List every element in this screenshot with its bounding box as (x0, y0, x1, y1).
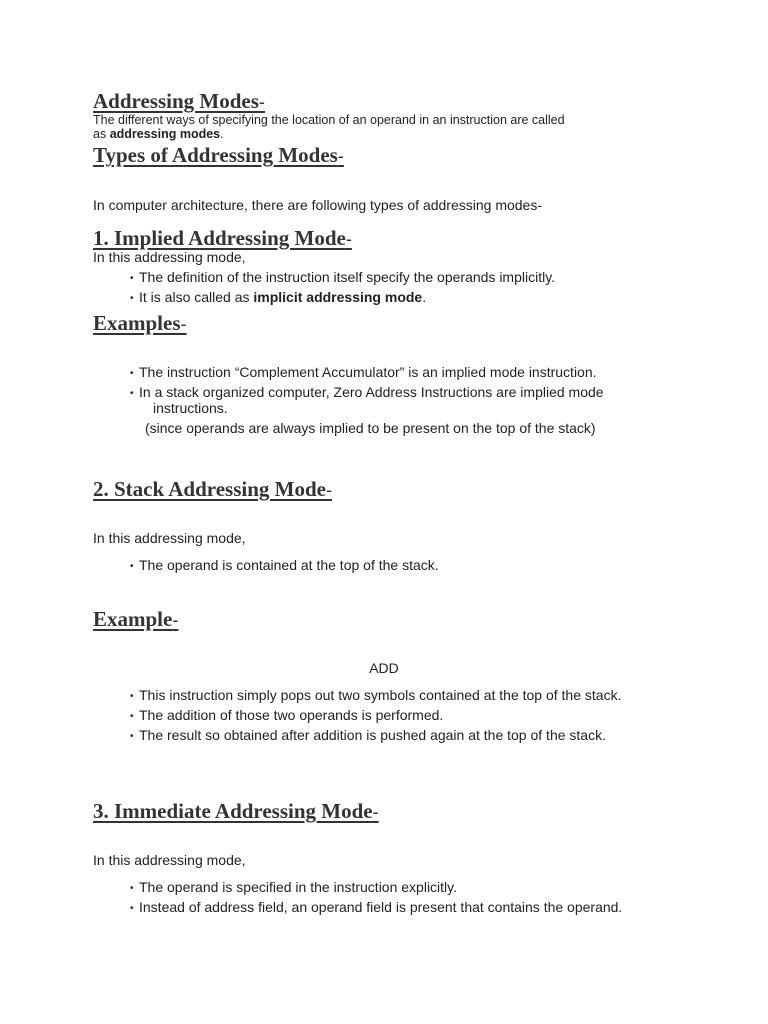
heading-implied-addressing-mode: 1. Implied Addressing Mode- (93, 226, 352, 250)
stack-intro: In this addressing mode, (93, 530, 246, 546)
list-item-continuation: instructions. (153, 400, 228, 416)
term-implicit-addressing-mode: implicit addressing mode (253, 289, 423, 305)
list-item: • The addition of those two operands is performed. (130, 707, 444, 723)
list-item: • In a stack organized computer, Zero Address Instructions are implied mode (130, 384, 604, 400)
list-item: • The operand is specified in the instruction explicitly. (130, 879, 458, 895)
immediate-intro: In this addressing mode, (93, 852, 246, 868)
list-item: • This instruction simply pops out two symbols contained at the top of the stack. (130, 687, 622, 703)
instruction-add: ADD (369, 660, 399, 676)
list-item: • The instruction “Complement Accumulator” is an implied mode instruction. (130, 364, 597, 380)
list-item: • The operand is contained at the top of the stack. (130, 557, 439, 573)
term-addressing-modes: addressing modes (109, 127, 221, 141)
heading-types-of-addressing-modes: Types of Addressing Modes- (93, 143, 344, 167)
implied-intro: In this addressing mode, (93, 249, 246, 265)
heading-stack-addressing-mode: 2. Stack Addressing Mode- (93, 477, 332, 501)
list-item: • Instead of address field, an operand field is present that contains the operand. (130, 899, 623, 915)
definition-line-2: as addressing modes. (93, 127, 224, 141)
heading-examples: Examples- (93, 311, 187, 335)
examples-note: (since operands are always implied to be present on the top of the stack) (145, 420, 596, 436)
list-item: • The definition of the instruction itself specify the operands implicitly. (130, 269, 556, 285)
list-item: • It is also called as implicit addressing mode. (130, 289, 427, 305)
types-intro: In computer architecture, there are following types of addressing modes- (93, 197, 543, 213)
heading-example: Example- (93, 607, 179, 631)
heading-addressing-modes: Addressing Modes- (93, 89, 265, 113)
list-item: • The result so obtained after addition is pushed again at the top of the stack. (130, 727, 606, 743)
definition-line-1: The different ways of specifying the location of an operand in an instruction are called (93, 113, 565, 127)
heading-immediate-addressing-mode: 3. Immediate Addressing Mode- (93, 799, 379, 823)
